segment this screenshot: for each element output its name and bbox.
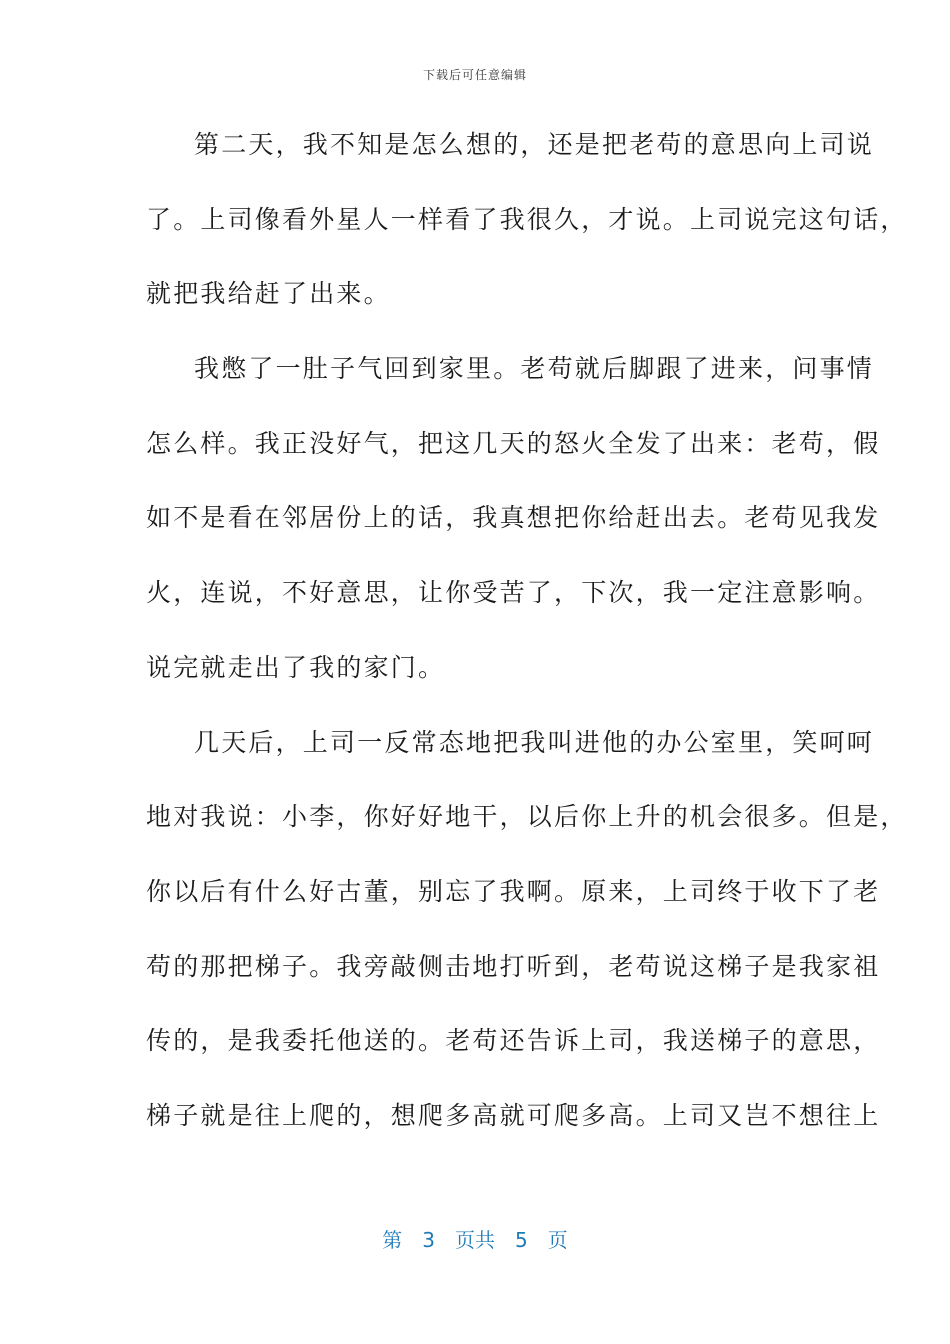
- paragraph-line: 苟的那把梯子。我旁敲侧击地打听到，老苟说这梯子是我家祖: [146, 951, 881, 981]
- footer-middle: 页共: [455, 1228, 495, 1252]
- paragraph-line: 几天后，上司一反常态地把我叫进他的办公室里，笑呵呵: [194, 727, 875, 757]
- paragraph-line: 地对我说：小李，你好好地干，以后你上升的机会很多。但是，: [146, 802, 908, 832]
- paragraph-line: 怎么样。我正没好气，把这几天的怒火全发了出来：老苟，假: [146, 428, 881, 458]
- header-note: 下载后可任意编辑: [422, 68, 527, 82]
- footer-suffix: 页: [547, 1228, 568, 1252]
- page-number-footer: [0, 1224, 950, 1253]
- paragraph-line: 我憋了一肚子气回到家里。老苟就后脚跟了进来，问事情: [194, 354, 875, 384]
- paragraph-line: 你以后有什么好古董，别忘了我啊。原来，上司终于收下了老: [146, 876, 881, 906]
- paragraph-line: 说完就走出了我的家门。: [146, 652, 446, 682]
- paragraph-line: 就把我给赶了出来。: [146, 279, 391, 309]
- total-pages-number: 5: [515, 1228, 528, 1252]
- paragraph-line: 梯子就是往上爬的，想爬多高就可爬多高。上司又岂不想往上: [146, 1100, 881, 1130]
- footer-prefix: 第: [382, 1228, 403, 1252]
- paragraph-line: 火，连说，不好意思，让你受苦了，下次，我一定注意影响。: [146, 578, 881, 608]
- paragraph-line: 传的，是我委托他送的。老苟还告诉上司，我送梯子的意思，: [146, 1026, 881, 1056]
- document-body: [146, 118, 908, 1164]
- paragraph-line: 第二天，我不知是怎么想的，还是把老苟的意思向上司说: [194, 130, 875, 159]
- paragraph-line: 了。上司像看外星人一样看了我很久，才说。上司说完这句话，: [146, 204, 908, 234]
- paragraph-line: 如不是看在邻居份上的话，我真想把你给赶出去。老苟见我发: [146, 503, 881, 533]
- current-page-number: 3: [422, 1228, 435, 1252]
